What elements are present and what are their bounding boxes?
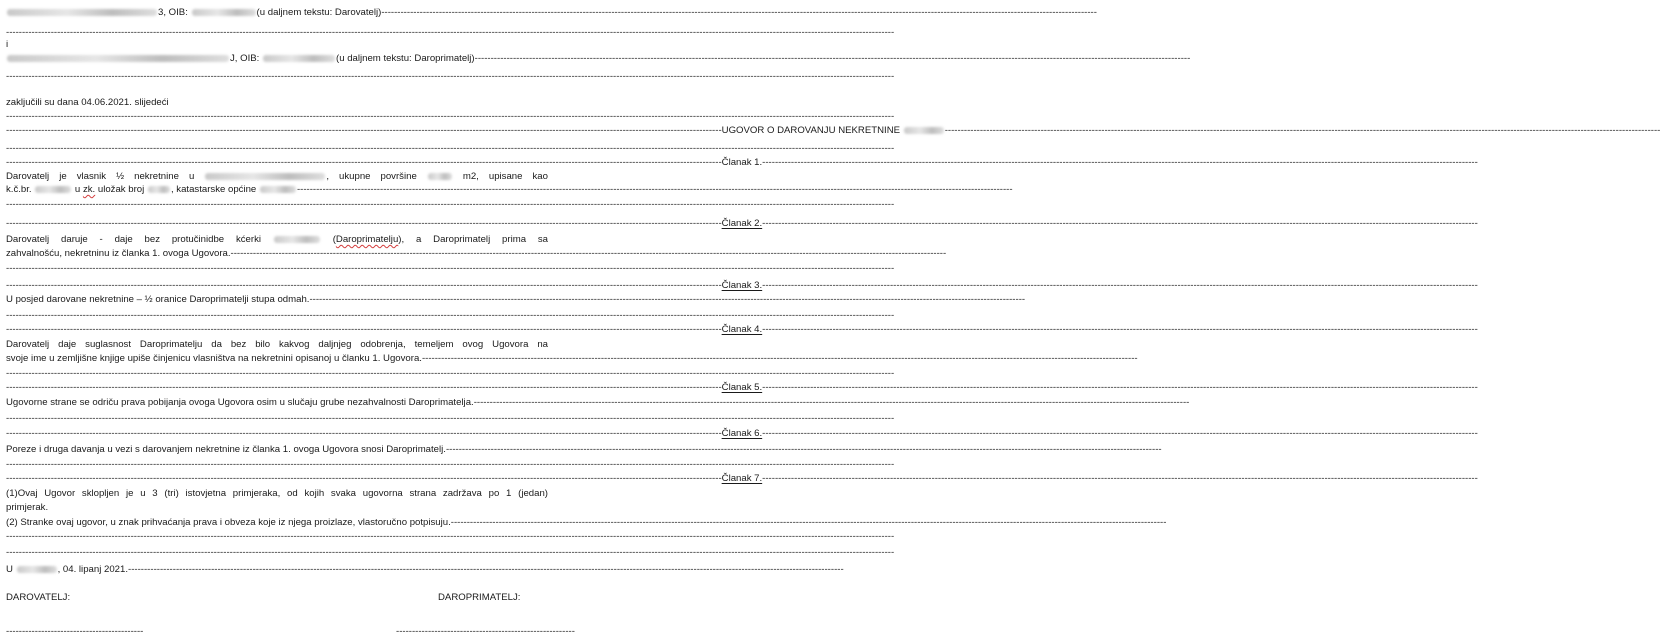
separator-line bbox=[6, 110, 548, 123]
signature-line-right: -------------------------------------------------------- bbox=[396, 626, 575, 637]
redacted-oib bbox=[263, 55, 335, 62]
article-5-heading: ----- Članak 5. ----- bbox=[6, 381, 548, 394]
article-1-line: Darovatelj je vlasnik ½ nekretnine u , ukupne površine m2, upisane kao bbox=[6, 171, 548, 182]
redacted-folio bbox=[148, 186, 170, 193]
article-7-line: (1)Ovaj Ugovor sklopljen je u 3 (tri) istovjetna primjeraka, od kojih svaka ugovorna strana zadržava po 1 (jedan) bbox=[6, 488, 548, 499]
article-2-line: zahvalnošću, nekretninu iz članka 1. ovoga Ugovora. ----- bbox=[6, 247, 548, 260]
redacted-location bbox=[904, 127, 944, 134]
article-2-heading: ----- Članak 2. ----- bbox=[6, 217, 548, 230]
contract-title-text: UGOVOR O DAROVANJU NEKRETNINE bbox=[721, 125, 901, 136]
contract-title bbox=[6, 124, 901, 137]
separator-line bbox=[6, 198, 548, 211]
separator-line bbox=[6, 530, 548, 543]
article-1-heading: ----- Članak 1. ----- bbox=[6, 156, 548, 169]
article-6-heading: ----- Članak 6. ----- bbox=[6, 427, 548, 440]
date-intro: zaključili su dana 04.06.2021. slijedeći bbox=[6, 97, 169, 108]
article-4-line: svoje ime u zemljišne knjige upiše činjenicu vlasništva na nekretnini opisanoj u članku 1. Ugovora. ----- bbox=[6, 352, 548, 365]
redacted-name bbox=[274, 236, 320, 243]
party2-line bbox=[6, 52, 548, 65]
article-3-line: U posjed darovane nekretnine – ½ oranice Daroprimatelji stupa odmah. ----- bbox=[6, 293, 548, 306]
separator-line bbox=[6, 70, 548, 83]
separator-line bbox=[6, 458, 548, 471]
redacted-parcel bbox=[35, 186, 71, 193]
party2-suffix: (u daljnem tekstu: Daroprimatelj) bbox=[336, 53, 475, 64]
separator-line bbox=[6, 546, 548, 559]
article-2-line: Darovatelj daruje - daje bez protučinidbe kćerki (Daroprimatelju), a Daroprimatelj prima sa bbox=[6, 234, 548, 245]
article-7-heading: ----- Članak 7. ----- bbox=[6, 472, 548, 485]
redacted-name bbox=[7, 55, 229, 62]
separator-line bbox=[6, 309, 548, 322]
redacted-place bbox=[17, 566, 57, 573]
separator-mark: i bbox=[6, 39, 9, 50]
article-3-heading: ----- Članak 3. ----- bbox=[6, 279, 548, 292]
party2-id: J, OIB: bbox=[230, 53, 262, 64]
place-date-line: U , 04. lipanj 2021. ----- bbox=[6, 563, 548, 576]
article-7-line: primjerak. bbox=[6, 502, 49, 513]
article-7-line: (2) Stranke ovaj ugovor, u znak prihvaćanja prava i obveza koje iz njega proizlaze, vlastoručno potpisuju. ----- bbox=[6, 516, 548, 529]
article-4-heading: ----- Članak 4. ----- bbox=[6, 323, 548, 336]
signature-label-left: DAROVATELJ: bbox=[6, 592, 71, 603]
separator-line bbox=[6, 367, 548, 380]
article-1-line: k.č.br. u zk. uložak broj , katastarske općine ----- bbox=[6, 183, 548, 196]
article-5-line: Ugovorne strane se odriču prava pobijanja ovoga Ugovora osim u slučaju grube nezahvalnosti Daroprimatelja. ----- bbox=[6, 396, 548, 409]
redacted-municipality bbox=[260, 186, 296, 193]
redacted-name bbox=[7, 9, 157, 16]
party1-line bbox=[6, 6, 548, 19]
signature-labels bbox=[6, 591, 548, 604]
redacted-place bbox=[205, 173, 325, 180]
signature-lines bbox=[6, 625, 575, 638]
signature-label-right: DAROPRIMATELJ: bbox=[438, 592, 521, 603]
redacted-area bbox=[428, 173, 452, 180]
article-6-line: Poreze i druga davanja u vezi s darovanjem nekretnine iz članka 1. ovoga Ugovora snosi Daroprimatelj. ----- bbox=[6, 443, 548, 456]
party1-suffix: (u daljnem tekstu: Darovatelj) bbox=[256, 7, 382, 18]
separator-line bbox=[6, 142, 548, 155]
redacted-oib bbox=[192, 9, 256, 16]
separator-line bbox=[6, 412, 548, 425]
party1-id: 3, OIB: bbox=[158, 7, 191, 18]
signature-line-left: ------------------------------------------- bbox=[6, 626, 144, 637]
separator-line bbox=[6, 262, 548, 275]
article-4-line: Darovatelj daje suglasnost Daroprimatelju da bez bilo kakvog daljnjeg odobrenja, temeljem ovog Ugovora na bbox=[6, 339, 548, 350]
